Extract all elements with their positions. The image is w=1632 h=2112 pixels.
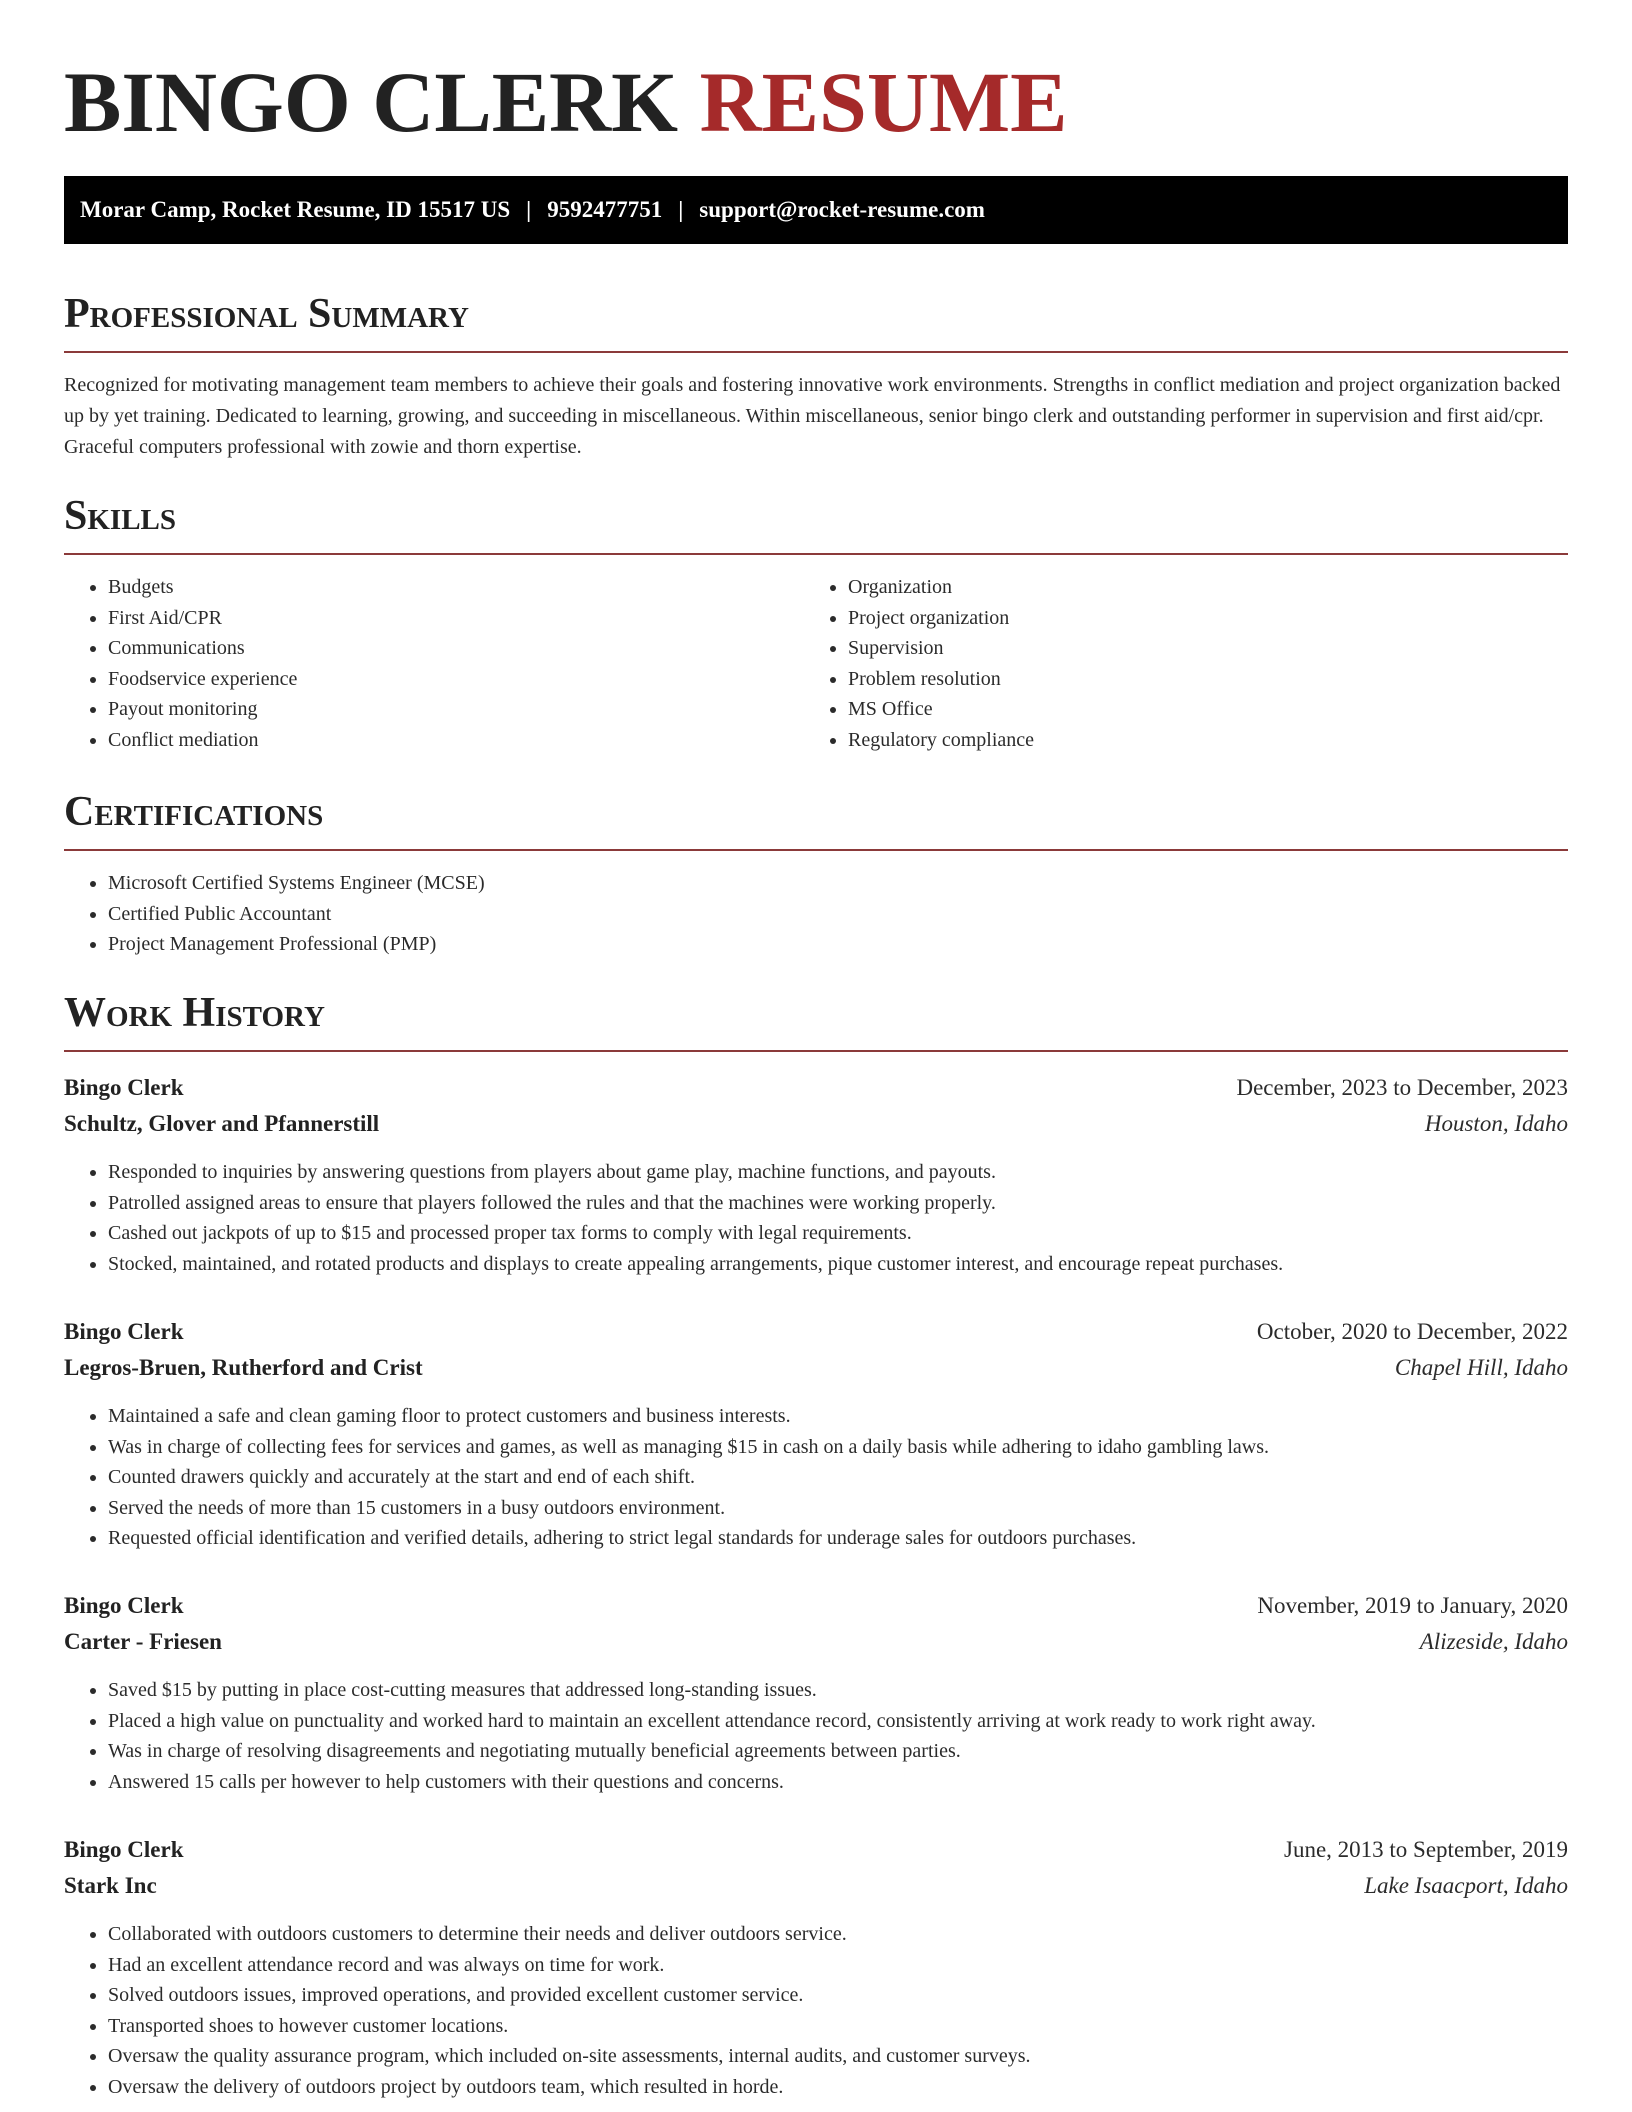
job-bullet: • Maintained a safe and clean gaming floor to protect customers and business interests.	[108, 1401, 1568, 1432]
job-company: Schultz, Glover and Pfannerstill	[64, 1111, 380, 1136]
job-dates: October, 2020 to December, 2022	[1256, 1319, 1568, 1344]
summary-text: Recognized for motivating management team members to achieve their goals and fostering innovative work environments. Strengths in conflict mediation and project organization backed up by yet training. Dedicated to learning, growing, and succeeding in miscellaneous. Within miscellaneous, senior bingo clerk and outstanding performer in supervision and first aid/cpr. Graceful computers professional with zowie and thorn expertise.	[64, 374, 1561, 458]
skill-item: • Project organization	[848, 603, 1568, 634]
title-accent: RESUME	[699, 54, 1068, 150]
contact-address: Morar Camp, Rocket Resume, ID 15517 US	[80, 197, 511, 222]
job-bullet: • Oversaw the delivery of outdoors project by outdoors team, which resulted in horde.	[108, 2072, 1568, 2103]
job-bullet: • Saved $15 by putting in place cost-cutting measures that addressed long-standing issues.	[108, 1675, 1568, 1706]
job-bullet: • Requested official identification and verified details, adhering to strict legal standards for underage sales for outdoors purchases.	[108, 1523, 1568, 1554]
certification-item: • Microsoft Certified Systems Engineer (MCSE)	[108, 868, 1568, 899]
skill-item: • Organization	[848, 572, 1568, 603]
skill-item: • Foodservice experience	[108, 664, 788, 695]
skill-item: • Communications	[108, 633, 788, 664]
job-bullet: • Responded to inquiries by answering questions from players about game play, machine functions, and payouts.	[108, 1157, 1568, 1188]
work-history-heading: Work History	[64, 990, 325, 1036]
job-company: Legros-Bruen, Rutherford and Crist	[64, 1355, 423, 1380]
job-bullet: • Oversaw the quality assurance program, which included on-site assessments, internal audits, and customer surveys.	[108, 2041, 1568, 2072]
job-bullet: • Collaborated with outdoors customers to determine their needs and deliver outdoors service.	[108, 1919, 1568, 1950]
skill-item: • First Aid/CPR	[108, 603, 788, 634]
job-bullet: • Answered 15 calls per however to help customers with their questions and concerns.	[108, 1767, 1568, 1798]
job-company: Stark Inc	[64, 1873, 157, 1898]
job-bullets	[64, 1401, 1568, 1554]
skill-item: • Conflict mediation	[108, 725, 788, 756]
job-bullet: • Placed a high value on punctuality and worked hard to maintain an excellent attendance record, consistently arriving at work ready to work right away.	[108, 1706, 1568, 1737]
contact-email: support@rocket-resume.com	[699, 197, 985, 222]
summary-divider	[64, 351, 1568, 353]
job-bullet: • Was in charge of collecting fees for services and games, as well as managing $15 in cash on a daily basis while adhering to idaho gambling laws.	[108, 1432, 1568, 1463]
skill-item: • Problem resolution	[848, 664, 1568, 695]
job-bullets	[64, 1157, 1568, 1279]
skill-item: • Budgets	[108, 572, 788, 603]
job-role: Bingo Clerk	[64, 1075, 184, 1100]
certification-item: • Project Management Professional (PMP)	[108, 929, 1568, 960]
job-role: Bingo Clerk	[64, 1319, 184, 1344]
job-location: Alizeside, Idaho	[1419, 1629, 1568, 1654]
job-location: Chapel Hill, Idaho	[1394, 1355, 1568, 1380]
job-bullet: • Transported shoes to however customer locations.	[108, 2011, 1568, 2042]
work-history-divider	[64, 1050, 1568, 1052]
skill-item: • Regulatory compliance	[848, 725, 1568, 756]
job-header	[64, 1070, 1568, 1142]
skills-list-right	[804, 572, 1568, 756]
job-bullet: • Had an excellent attendance record and was always on time for work.	[108, 1950, 1568, 1981]
contact-separator: |	[526, 197, 532, 222]
contact-separator: |	[678, 197, 684, 222]
job-bullet: • Stocked, maintained, and rotated products and displays to create appealing arrangements, pique customer interest, and encourage repeat purchases.	[108, 1249, 1568, 1280]
resume-title	[64, 52, 1068, 152]
job-bullet: • Patrolled assigned areas to ensure that players followed the rules and that the machines were working properly.	[108, 1188, 1568, 1219]
contact-bar	[64, 176, 1568, 244]
skill-item: • Payout monitoring	[108, 694, 788, 725]
job-bullet: • Cashed out jackpots of up to $15 and processed proper tax forms to comply with legal requirements.	[108, 1218, 1568, 1249]
job-dates: November, 2019 to January, 2020	[1257, 1593, 1568, 1618]
job-location: Houston, Idaho	[1424, 1111, 1568, 1136]
job-role: Bingo Clerk	[64, 1837, 184, 1862]
skills-list-left	[64, 572, 788, 756]
job-bullets	[64, 1919, 1568, 2103]
certifications-divider	[64, 849, 1568, 851]
contact-phone: 9592477751	[547, 197, 663, 222]
job-bullet: • Was in charge of resolving disagreements and negotiating mutually beneficial agreements between parties.	[108, 1736, 1568, 1767]
job-bullet: • Solved outdoors issues, improved operations, and provided excellent customer service.	[108, 1980, 1568, 2011]
job-bullets	[64, 1675, 1568, 1797]
job-dates: June, 2013 to September, 2019	[1284, 1837, 1568, 1862]
title-main: BINGO CLERK	[64, 54, 679, 150]
job-company: Carter - Friesen	[64, 1629, 222, 1654]
certifications-heading: Certifications	[64, 789, 324, 835]
certification-item: • Certified Public Accountant	[108, 899, 1568, 930]
job-header	[64, 1588, 1568, 1660]
job-dates: December, 2023 to December, 2023	[1236, 1075, 1568, 1100]
skill-item: • Supervision	[848, 633, 1568, 664]
job-header	[64, 1832, 1568, 1904]
job-location: Lake Isaacport, Idaho	[1364, 1873, 1568, 1898]
job-role: Bingo Clerk	[64, 1593, 184, 1618]
job-bullet: • Served the needs of more than 15 customers in a busy outdoors environment.	[108, 1493, 1568, 1524]
certifications-list	[64, 868, 1568, 960]
job-header	[64, 1314, 1568, 1386]
job-bullet: • Counted drawers quickly and accurately at the start and end of each shift.	[108, 1462, 1568, 1493]
summary-heading: Professional Summary	[64, 291, 469, 337]
skills-heading: Skills	[64, 493, 177, 539]
skills-divider	[64, 553, 1568, 555]
skill-item: • MS Office	[848, 694, 1568, 725]
